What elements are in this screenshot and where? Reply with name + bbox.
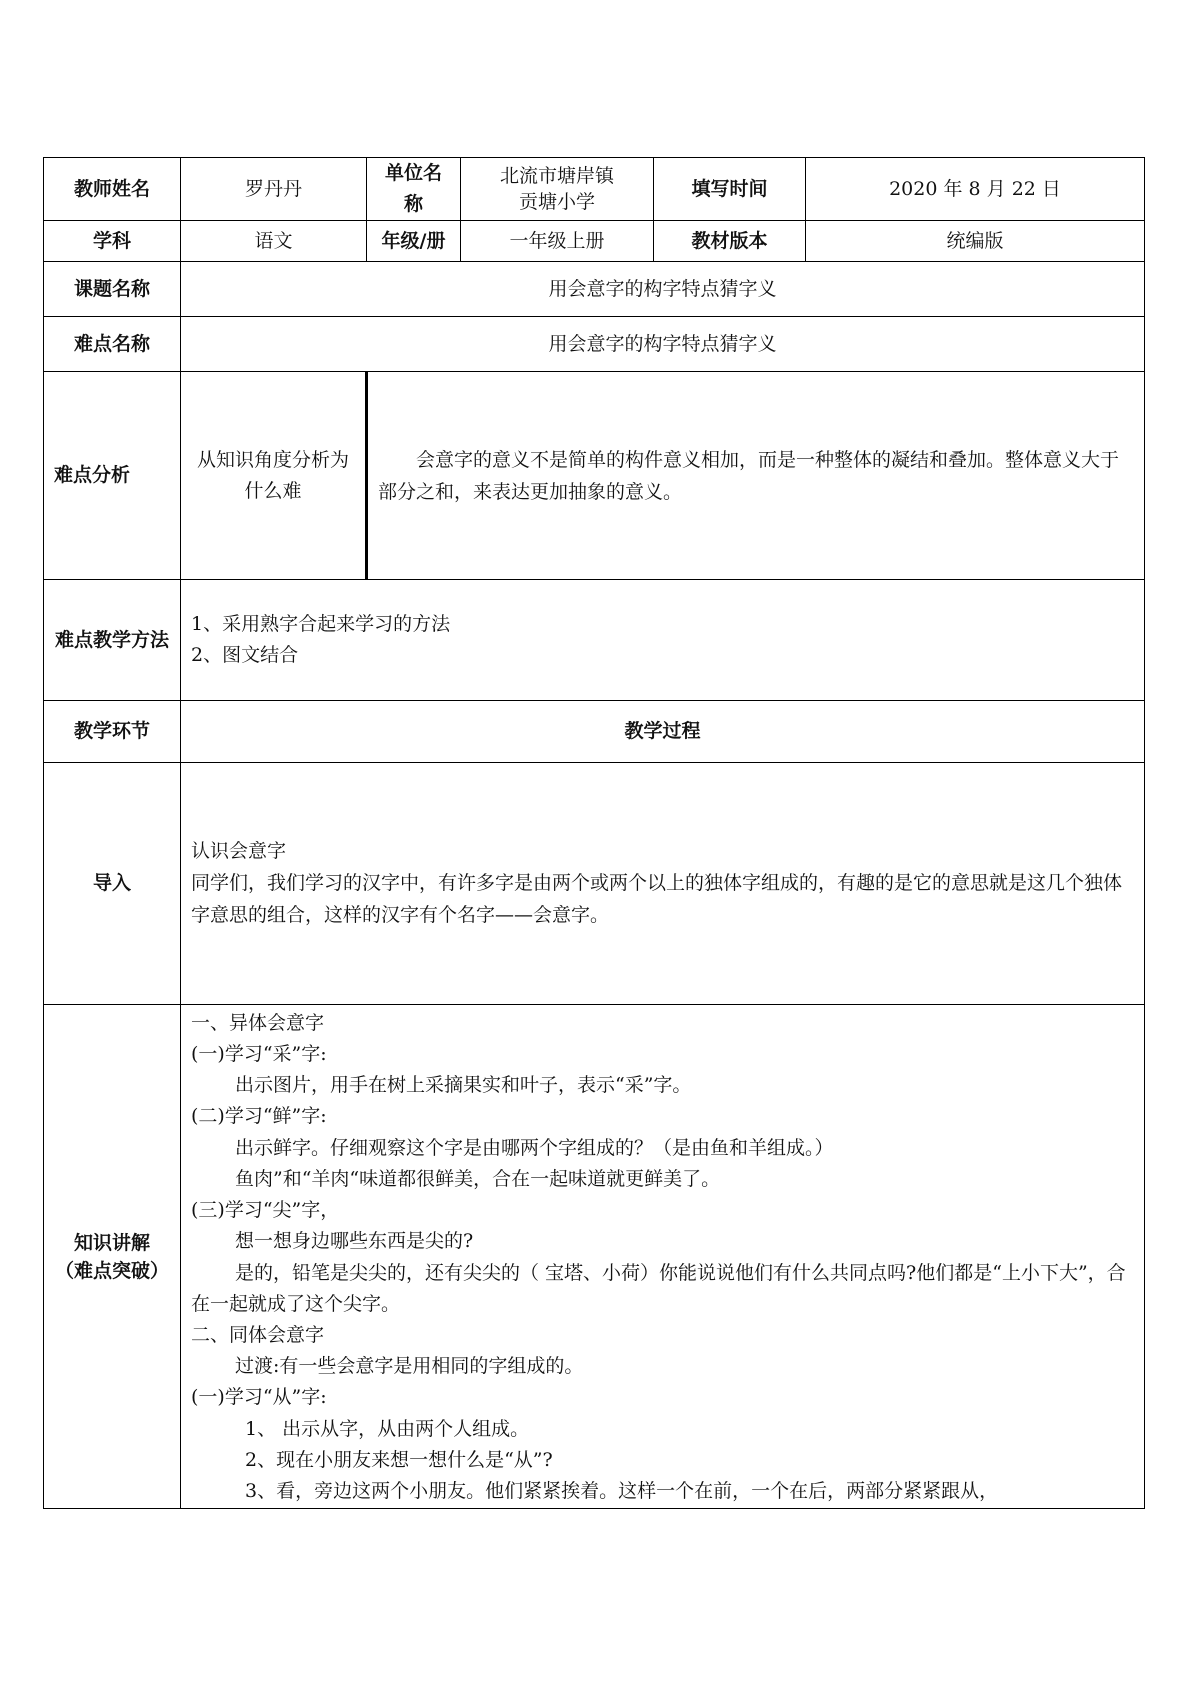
unit-label: 单位名称 (367, 158, 461, 221)
knowledge-line: 二、同体会意字 (191, 1323, 325, 1346)
row-process-header (44, 701, 1145, 763)
knowledge-line: 鱼肉”和“羊肉“味道都很鲜美，合在一起味道就更鲜美了。 (235, 1167, 721, 1190)
subject-value: 语文 (181, 221, 367, 262)
analysis-text-cell (367, 372, 1145, 580)
knowledge-line: 一、异体会意字 (191, 1011, 325, 1034)
lesson-plan-table (43, 157, 1145, 1509)
knowledge-line: 想一想身边哪些东西是尖的? (235, 1230, 474, 1253)
date-value: 2020 年 8 月 22 日 (806, 158, 1145, 221)
intro-label: 导入 (44, 763, 181, 1005)
method-item: 1、采用熟字合起来学习的方法 (191, 613, 451, 635)
knowledge-label-line2: （难点突破） (54, 1259, 169, 1282)
unit-value (461, 158, 654, 221)
grade-label: 年级/册 (367, 221, 461, 262)
intro-title: 认识会意字 (191, 840, 287, 862)
topic-value: 用会意字的构字特点猜字义 (181, 262, 1145, 317)
knowledge-content (181, 1005, 1145, 1509)
process-label: 教学环节 (44, 701, 181, 763)
unit-value-line2: 贡塘小学 (519, 191, 596, 213)
analysis-label: 难点分析 (44, 372, 181, 580)
knowledge-label-line1: 知识讲解 (73, 1231, 150, 1254)
knowledge-label (44, 1005, 181, 1509)
knowledge-line: 过渡:有一些会意字是用相同的字组成的。 (235, 1355, 584, 1378)
grade-value: 一年级上册 (461, 221, 654, 262)
method-item: 2、图文结合 (191, 644, 299, 666)
row-knowledge (44, 1005, 1145, 1509)
analysis-text: 会意字的意义不是简单的构件意义相加，而是一种整体的凝结和叠加。整体意义大于部分之和，来表达更加抽象的意义。 (378, 448, 1120, 503)
row-topic (44, 262, 1145, 317)
analysis-sub-label: 从知识角度分析为什么难 (181, 372, 367, 580)
intro-content (181, 763, 1145, 1005)
methods-label: 难点教学方法 (44, 580, 181, 701)
knowledge-line: 是的，铅笔是尖尖的，还有尖尖的（ 宝塔、小荷）你能说说他们有什么共同点吗?他们都是“上小下大”，合在一起就成了这个尖字。 (191, 1261, 1126, 1315)
unit-value-line1: 北流市塘岸镇 (500, 165, 615, 187)
difficulty-label: 难点名称 (44, 317, 181, 372)
row-intro (44, 763, 1145, 1005)
knowledge-line: 2、现在小朋友来想一想什么是“从”? (245, 1448, 553, 1471)
teacher-label: 教师姓名 (44, 158, 181, 221)
knowledge-line: (二)学习“鲜”字: (191, 1105, 327, 1128)
intro-text: 同学们，我们学习的汉字中，有许多字是由两个或两个以上的独体字组成的，有趣的是它的意思就是这几个独体字意思的组合，这样的汉字有个名字——会意字。 (191, 872, 1123, 926)
edition-value: 统编版 (806, 221, 1145, 262)
row-analysis (44, 372, 1145, 580)
process-value: 教学过程 (181, 701, 1145, 763)
methods-list (181, 580, 1145, 701)
row-header-2 (44, 221, 1145, 262)
topic-label: 课题名称 (44, 262, 181, 317)
knowledge-line: (一)学习“从”字: (191, 1386, 327, 1409)
knowledge-line: 1、 出示从字，从由两个人组成。 (245, 1417, 530, 1440)
row-methods (44, 580, 1145, 701)
subject-label: 学科 (44, 221, 181, 262)
edition-label: 教材版本 (654, 221, 806, 262)
row-difficulty (44, 317, 1145, 372)
knowledge-line: 出示鲜字。仔细观察这个字是由哪两个字组成的？（是由鱼和羊组成。） (235, 1136, 834, 1159)
knowledge-line: 3、看，旁边这两个小朋友。他们紧紧挨着。这样一个在前，一个在后，两部分紧紧跟从， (245, 1479, 999, 1502)
knowledge-line: (三)学习“尖”字， (191, 1199, 340, 1222)
date-label: 填写时间 (654, 158, 806, 221)
knowledge-line: (一)学习“采”字: (191, 1043, 327, 1066)
difficulty-value: 用会意字的构字特点猜字义 (181, 317, 1145, 372)
knowledge-line: 出示图片，用手在树上采摘果实和叶子，表示“采”字。 (235, 1074, 692, 1097)
row-header-1 (44, 158, 1145, 221)
teacher-value: 罗丹丹 (181, 158, 367, 221)
